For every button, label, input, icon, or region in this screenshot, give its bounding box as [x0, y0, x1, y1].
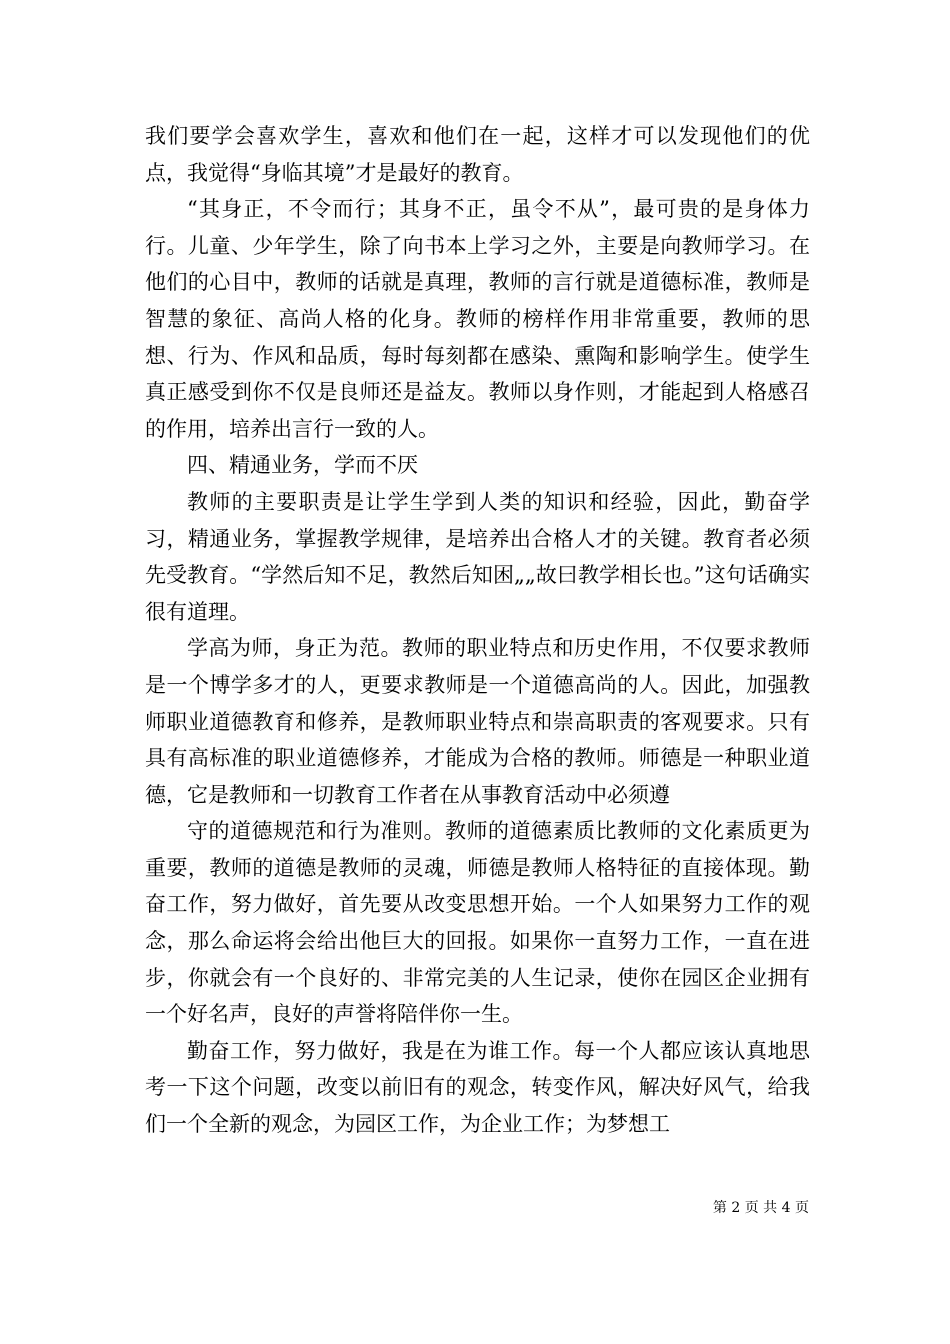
paragraph-2: “其身正，不令而行；其身不正，虽令不从”，最可贵的是身体力行。儿童、少年学生，除了向书本上学习之外，主要是向教师学习。在他们的心目中，教师的话就是真理，教师的言行就是道德标准，教师是智慧的象征、高尚人格的化身。教师的榜样作用非常重要，教师的思想、行为、作风和品质，每时每刻都在感染、熏陶和影响学生。使学生真正感受到你不仅是良师还是益友。教师以身作则，才能起到人格感召的作用，培养出言行一致的人。 — [145, 197, 810, 441]
section-heading: 四、精通业务，学而不厌 — [187, 453, 418, 478]
page-number: 第 2 页 共 4 页 — [712, 1200, 809, 1216]
paragraph-5: 守的道德规范和行为准则。教师的道德素质比教师的文化素质更为重要，教师的道德是教师的灵魂，师德是教师人格特征的直接体现。勤奋工作，努力做好，首先要从改变思想开始。一个人如果努力工作的观念，那么命运将会给出他巨大的回报。如果你一直努力工作，一直在进步，你就会有一个良好的、非常完美的人生记录，使你在园区企业拥有一个好名声，良好的声誉将陪伴你一生。 — [145, 819, 810, 1027]
paragraph-1: 我们要学会喜欢学生，喜欢和他们在一起，这样才可以发现他们的优点，我觉得“身临其境”才是最好的教育。 — [145, 124, 810, 185]
paragraph-4: 学高为师，身正为范。教师的职业特点和历史作用，不仅要求教师是一个博学多才的人，更要求教师是一个道德高尚的人。因此，加强教师职业道德教育和修养，是教师职业特点和崇高职责的客观要求。只有具有高标准的职业道德修养，才能成为合格的教师。师德是一种职业道德，它是教师和一切教育工作者在从事教育活动中必须遵 — [145, 636, 810, 807]
document-body — [145, 118, 810, 1143]
paragraph-6: 勤奋工作，努力做好，我是在为谁工作。每一个人都应该认真地思考一下这个问题，改变以前旧有的观念，转变作风，解决好风气，给我们一个全新的观念，为园区工作，为企业工作；为梦想工 — [145, 1038, 810, 1137]
paragraph-3: 教师的主要职责是让学生学到人类的知识和经验，因此，勤奋学习，精通业务，掌握教学规律，是培养出合格人才的关键。教育者必须先受教育。“学然后知不足，教然后知困„„故曰教学相长也。”这句话确实很有道理。 — [145, 489, 810, 624]
